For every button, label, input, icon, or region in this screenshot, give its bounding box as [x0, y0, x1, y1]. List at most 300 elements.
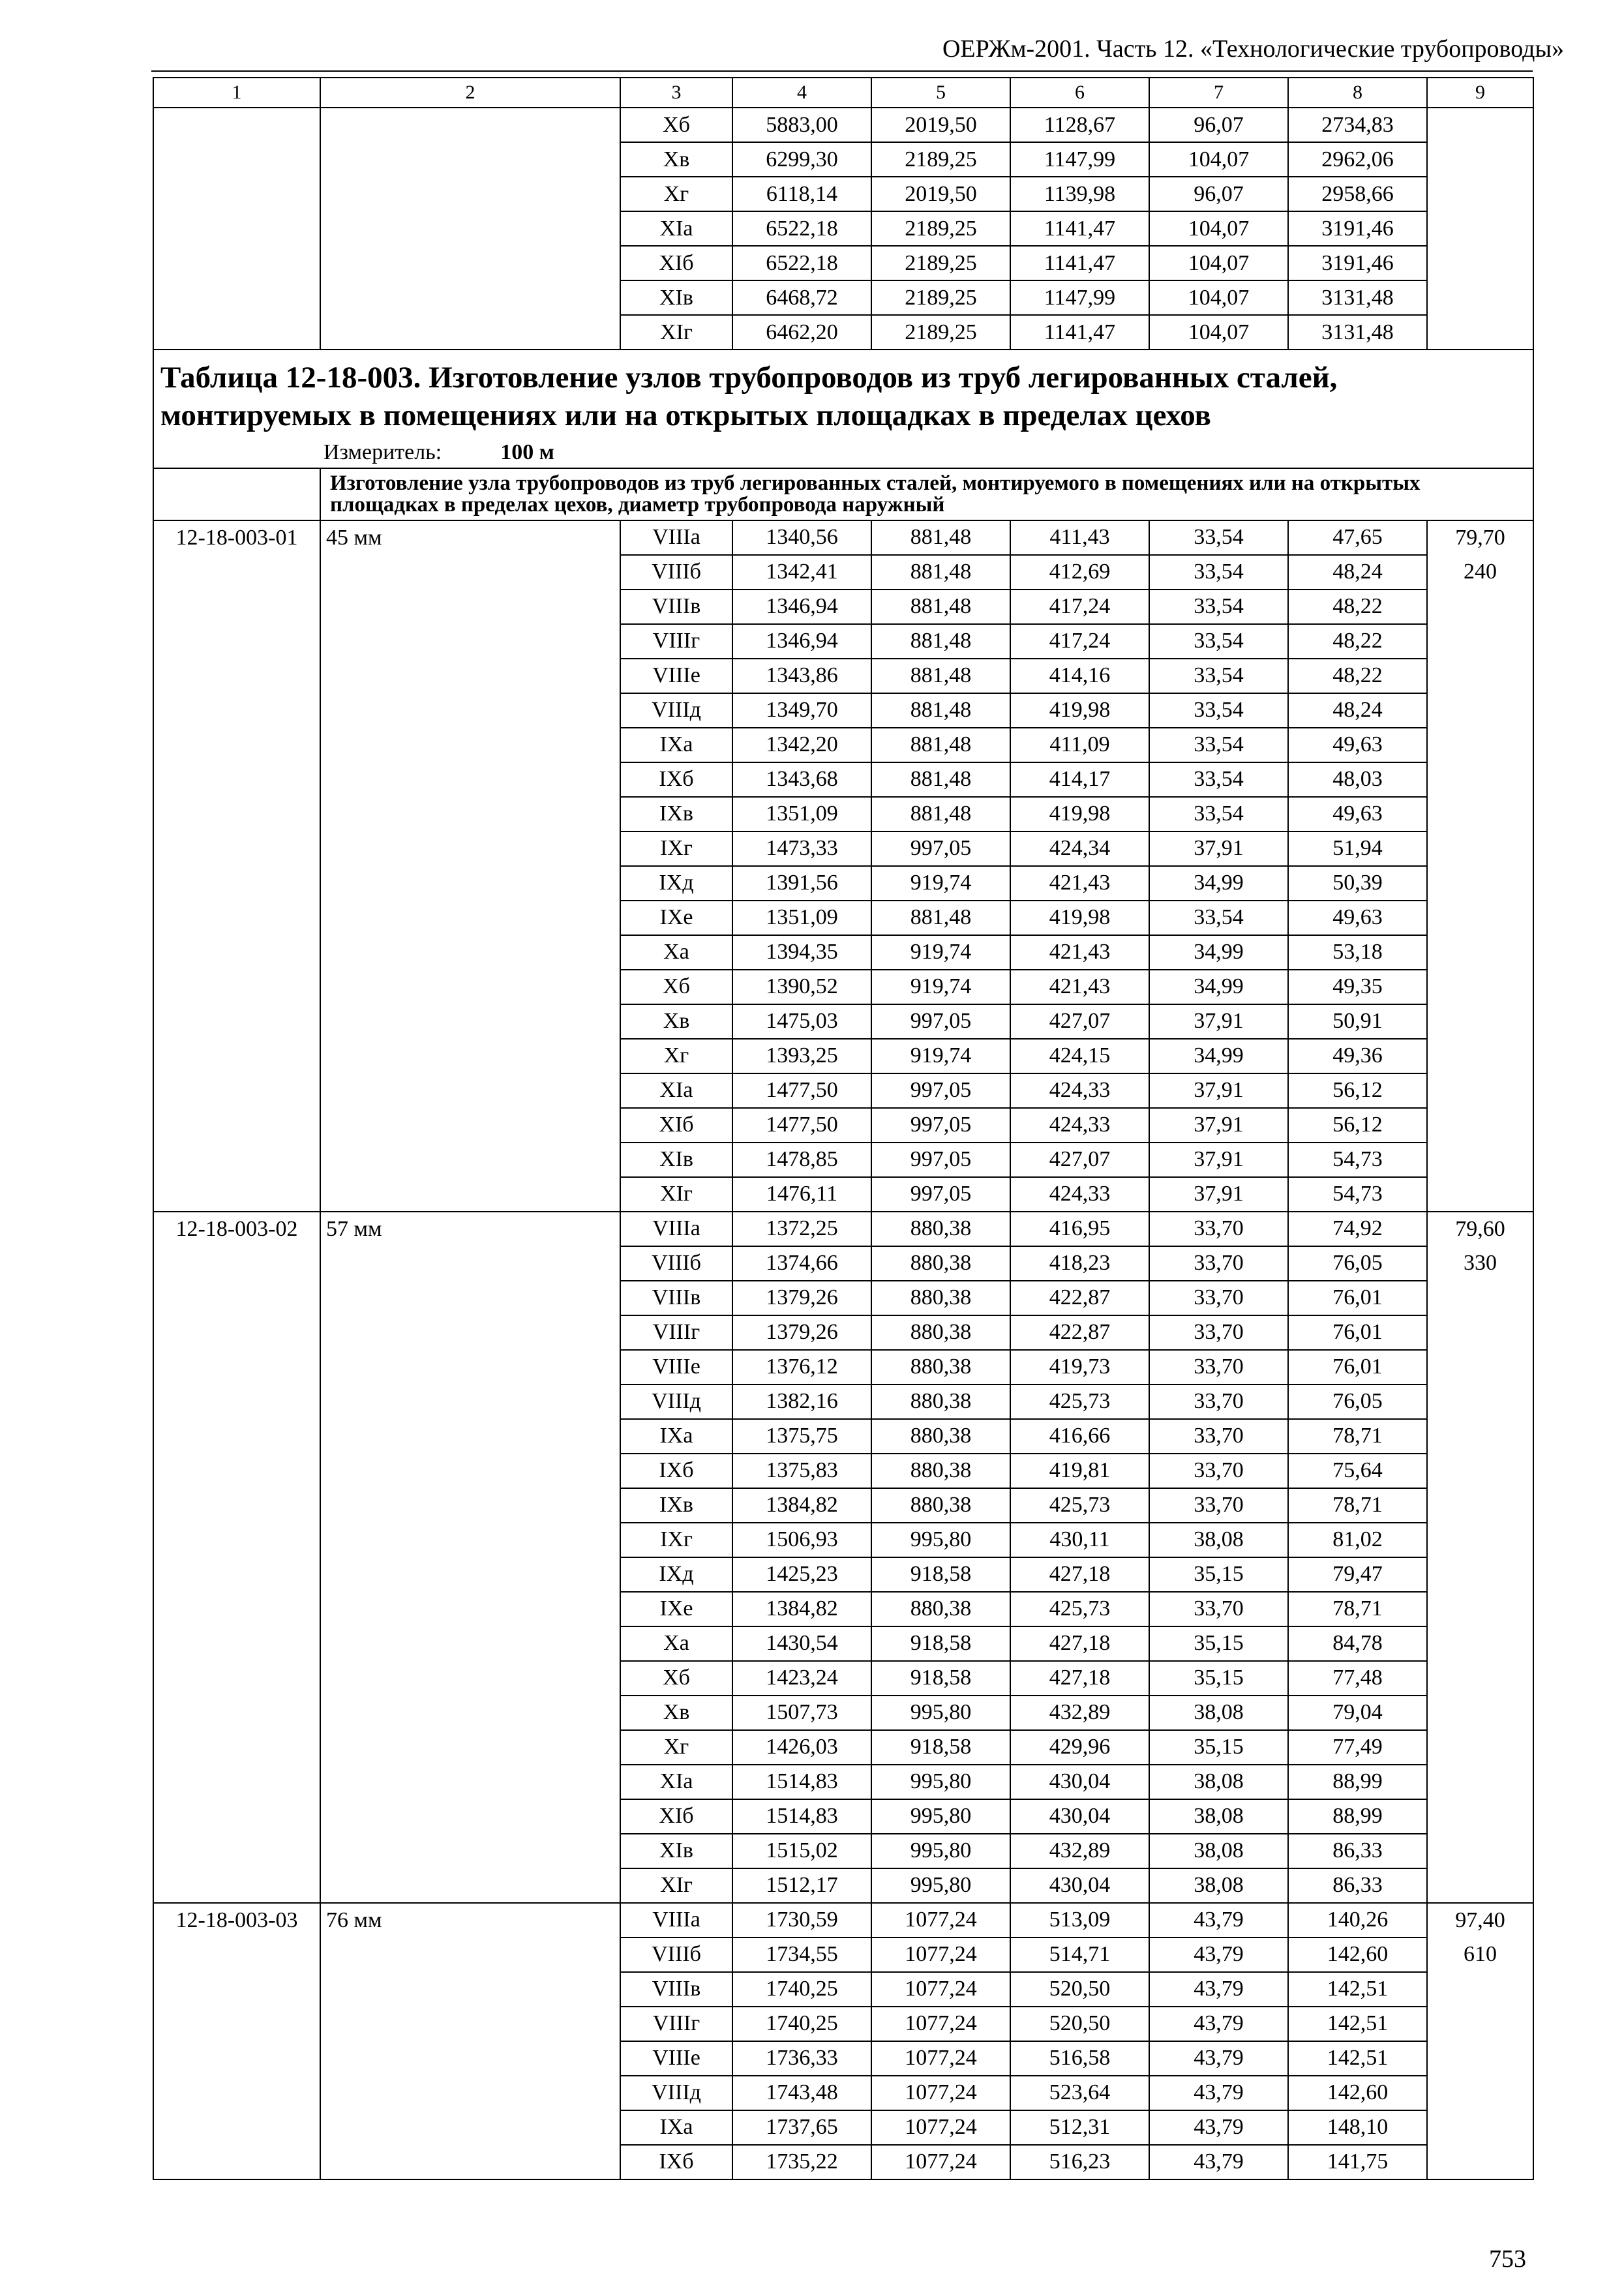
value-cell: 424,33	[1010, 1108, 1149, 1143]
size-cell	[320, 1592, 620, 1626]
value-cell: 516,23	[1010, 2145, 1149, 2179]
value-cell: 880,38	[871, 1419, 1010, 1454]
value-cell: 48,03	[1288, 762, 1427, 797]
code-cell	[153, 659, 320, 693]
value-cell: 33,70	[1149, 1281, 1288, 1315]
table-row	[153, 1177, 1533, 1212]
code-cell	[153, 555, 320, 590]
value-cell: IXв	[620, 1488, 732, 1523]
size-cell	[320, 2041, 620, 2076]
size-cell	[320, 590, 620, 624]
value-cell: 1375,75	[732, 1419, 871, 1454]
table-row	[153, 1523, 1533, 1557]
value-cell: XIв	[620, 1834, 732, 1868]
table-row	[153, 211, 1533, 246]
value-cell: 918,58	[871, 1730, 1010, 1765]
value-cell: 76,01	[1288, 1281, 1427, 1315]
value-cell: 84,78	[1288, 1626, 1427, 1661]
value-cell: 6522,18	[732, 246, 871, 280]
value-cell: 514,71	[1010, 1937, 1149, 1972]
value-cell: 35,15	[1149, 1626, 1288, 1661]
value-cell: XIв	[620, 1143, 732, 1177]
value-cell: 88,99	[1288, 1799, 1427, 1834]
value-cell: 76,01	[1288, 1350, 1427, 1384]
code-cell	[153, 762, 320, 797]
value-cell: 1343,68	[732, 762, 871, 797]
value-cell: 421,43	[1010, 866, 1149, 901]
value-cell: Xг	[620, 177, 732, 211]
table-row	[153, 762, 1533, 797]
value-cell: Xг	[620, 1730, 732, 1765]
value-cell: 418,23	[1010, 1246, 1149, 1281]
table-title-row	[153, 350, 1533, 468]
code-cell	[153, 1799, 320, 1834]
code-cell	[153, 1488, 320, 1523]
value-cell: XIб	[620, 1108, 732, 1143]
rate-cell: 79,70	[1427, 520, 1533, 555]
value-cell: 1346,94	[732, 590, 871, 624]
page-number: 753	[1489, 2245, 1526, 2273]
value-cell: XIб	[620, 1799, 732, 1834]
value-cell: 1382,16	[732, 1384, 871, 1419]
table-row	[153, 1972, 1533, 2007]
value-cell: VIIIд	[620, 693, 732, 728]
value-cell: IXг	[620, 1523, 732, 1557]
code-cell	[153, 1384, 320, 1419]
value-cell: 6522,18	[732, 211, 871, 246]
value-cell: 37,91	[1149, 1073, 1288, 1108]
value-cell: XIа	[620, 1073, 732, 1108]
value-cell: 37,91	[1149, 1177, 1288, 1212]
code-cell	[153, 970, 320, 1004]
value-cell: 1342,41	[732, 555, 871, 590]
value-cell: 56,12	[1288, 1108, 1427, 1143]
value-cell: 1740,25	[732, 2007, 871, 2041]
table-row	[153, 1281, 1533, 1315]
value-cell: 140,26	[1288, 1903, 1427, 1937]
value-cell: 416,95	[1010, 1212, 1149, 1246]
value-cell: 53,18	[1288, 935, 1427, 970]
value-cell: Xа	[620, 935, 732, 970]
table-row	[153, 1661, 1533, 1696]
description-text: Изготовление узла трубопроводов из труб легированных сталей, монтируемого в помещениях или на открытых площадках в пределах цехов, диаметр трубопровода наружный	[320, 468, 1533, 520]
value-cell: 880,38	[871, 1592, 1010, 1626]
value-cell: 880,38	[871, 1384, 1010, 1419]
value-cell: 49,36	[1288, 1039, 1427, 1073]
value-cell: 33,54	[1149, 555, 1288, 590]
value-cell: 2189,25	[871, 315, 1010, 350]
value-cell: 1391,56	[732, 866, 871, 901]
value-cell: XIг	[620, 1177, 732, 1212]
value-cell: 425,73	[1010, 1488, 1149, 1523]
table-row	[153, 1937, 1533, 1972]
value-cell: 427,18	[1010, 1661, 1149, 1696]
value-cell: IXг	[620, 831, 732, 866]
value-cell: 3191,46	[1288, 246, 1427, 280]
value-cell: 33,70	[1149, 1350, 1288, 1384]
value-cell: 1734,55	[732, 1937, 871, 1972]
rate-cell	[1427, 693, 1533, 728]
table-row	[153, 728, 1533, 762]
value-cell: 416,66	[1010, 1419, 1149, 1454]
value-cell: 1340,56	[732, 520, 871, 555]
column-number: 1	[153, 78, 320, 108]
code-cell	[153, 1696, 320, 1730]
size-cell	[320, 831, 620, 866]
column-number: 5	[871, 78, 1010, 108]
size-cell	[320, 246, 620, 280]
value-cell: 104,07	[1149, 211, 1288, 246]
value-cell: 1139,98	[1010, 177, 1149, 211]
table-row	[153, 1108, 1533, 1143]
value-cell: 1425,23	[732, 1557, 871, 1592]
value-cell: 34,99	[1149, 1039, 1288, 1073]
column-number: 9	[1427, 78, 1533, 108]
size-cell	[320, 1488, 620, 1523]
value-cell: 77,48	[1288, 1661, 1427, 1696]
value-cell: 43,79	[1149, 2145, 1288, 2179]
value-cell: IXд	[620, 1557, 732, 1592]
table-row	[153, 1419, 1533, 1454]
rate-cell	[1427, 280, 1533, 315]
value-cell: 1141,47	[1010, 211, 1149, 246]
rate-cell	[1427, 797, 1533, 831]
value-cell: Xа	[620, 1626, 732, 1661]
value-cell: XIа	[620, 211, 732, 246]
rate-cell	[1427, 2145, 1533, 2179]
value-cell: 1475,03	[732, 1004, 871, 1039]
value-cell: 919,74	[871, 935, 1010, 970]
value-cell: 429,96	[1010, 1730, 1149, 1765]
table-row	[153, 901, 1533, 935]
value-cell: 881,48	[871, 762, 1010, 797]
value-cell: 512,31	[1010, 2110, 1149, 2145]
table-row	[153, 177, 1533, 211]
size-cell	[320, 866, 620, 901]
size-cell	[320, 1384, 620, 1419]
value-cell: 104,07	[1149, 142, 1288, 177]
value-cell: 96,07	[1149, 108, 1288, 142]
value-cell: VIIIб	[620, 1937, 732, 1972]
table-row	[153, 2007, 1533, 2041]
value-cell: 37,91	[1149, 1143, 1288, 1177]
value-cell: 37,91	[1149, 1108, 1288, 1143]
code-cell	[153, 2007, 320, 2041]
value-cell: 1477,50	[732, 1073, 871, 1108]
value-cell: 2189,25	[871, 280, 1010, 315]
value-cell: 1077,24	[871, 1937, 1010, 1972]
value-cell: 1743,48	[732, 2076, 871, 2110]
code-cell	[153, 108, 320, 142]
table-row	[153, 2041, 1533, 2076]
value-cell: 5883,00	[732, 108, 871, 142]
rate-cell	[1427, 108, 1533, 142]
table-row	[153, 1073, 1533, 1108]
value-cell: 35,15	[1149, 1661, 1288, 1696]
value-cell: 75,64	[1288, 1454, 1427, 1488]
column-number: 2	[320, 78, 620, 108]
value-cell: 881,48	[871, 520, 1010, 555]
table-row	[153, 315, 1533, 350]
value-cell: VIIIе	[620, 2041, 732, 2076]
value-cell: 918,58	[871, 1557, 1010, 1592]
value-cell: Xв	[620, 1696, 732, 1730]
value-cell: 1379,26	[732, 1281, 871, 1315]
value-cell: 43,79	[1149, 2110, 1288, 2145]
value-cell: 432,89	[1010, 1696, 1149, 1730]
rate-cell	[1427, 2041, 1533, 2076]
value-cell: 33,54	[1149, 520, 1288, 555]
value-cell: 424,33	[1010, 1073, 1149, 1108]
value-cell: 918,58	[871, 1626, 1010, 1661]
value-cell: 33,70	[1149, 1315, 1288, 1350]
code-cell	[153, 1626, 320, 1661]
value-cell: 419,98	[1010, 693, 1149, 728]
rate-cell	[1427, 831, 1533, 866]
table-row	[153, 797, 1533, 831]
size-cell	[320, 693, 620, 728]
value-cell: 1077,24	[871, 1903, 1010, 1937]
code-cell	[153, 866, 320, 901]
value-cell: 1515,02	[732, 1834, 871, 1868]
code-cell	[153, 901, 320, 935]
value-cell: 1737,65	[732, 2110, 871, 2145]
rate-cell	[1427, 1350, 1533, 1384]
value-cell: 33,70	[1149, 1246, 1288, 1281]
value-cell: 33,70	[1149, 1488, 1288, 1523]
code-cell	[153, 1972, 320, 2007]
value-cell: 881,48	[871, 659, 1010, 693]
value-cell: 1147,99	[1010, 142, 1149, 177]
value-cell: 3191,46	[1288, 211, 1427, 246]
table-row	[153, 1143, 1533, 1177]
value-cell: 919,74	[871, 1039, 1010, 1073]
size-cell	[320, 2007, 620, 2041]
size-cell	[320, 1281, 620, 1315]
code-cell	[153, 1868, 320, 1903]
size-cell	[320, 1626, 620, 1661]
rate-cell	[1427, 866, 1533, 901]
code-cell	[153, 1177, 320, 1212]
code-cell	[153, 1523, 320, 1557]
pipe-diameter: 76 мм	[320, 1903, 620, 1937]
value-cell: 34,99	[1149, 866, 1288, 901]
value-cell: 1351,09	[732, 901, 871, 935]
value-cell: 419,98	[1010, 901, 1149, 935]
value-cell: XIг	[620, 1868, 732, 1903]
column-number-row	[153, 78, 1533, 108]
rate-cell	[1427, 1765, 1533, 1799]
value-cell: 880,38	[871, 1454, 1010, 1488]
column-number: 4	[732, 78, 871, 108]
value-cell: 48,22	[1288, 624, 1427, 659]
size-cell	[320, 935, 620, 970]
size-cell	[320, 728, 620, 762]
value-cell: 880,38	[871, 1212, 1010, 1246]
value-cell: 148,10	[1288, 2110, 1427, 2145]
size-cell	[320, 1661, 620, 1696]
value-cell: 2734,83	[1288, 108, 1427, 142]
value-cell: 34,99	[1149, 970, 1288, 1004]
value-cell: VIIIа	[620, 1212, 732, 1246]
size-cell	[320, 1523, 620, 1557]
value-cell: 49,63	[1288, 901, 1427, 935]
code-cell	[153, 728, 320, 762]
measure-line	[323, 441, 1526, 464]
size-cell	[320, 1177, 620, 1212]
value-cell: 427,07	[1010, 1143, 1149, 1177]
value-cell: IXд	[620, 866, 732, 901]
value-cell: 880,38	[871, 1281, 1010, 1315]
value-cell: Xг	[620, 1039, 732, 1073]
value-cell: VIIIб	[620, 555, 732, 590]
value-cell: 995,80	[871, 1523, 1010, 1557]
value-cell: 1473,33	[732, 831, 871, 866]
value-cell: 995,80	[871, 1868, 1010, 1903]
code-cell	[153, 1557, 320, 1592]
value-cell: 78,71	[1288, 1419, 1427, 1454]
value-cell: 421,43	[1010, 935, 1149, 970]
value-cell: XIв	[620, 280, 732, 315]
value-cell: 33,54	[1149, 797, 1288, 831]
rate-cell	[1427, 1177, 1533, 1212]
code-cell	[153, 246, 320, 280]
value-cell: VIIIг	[620, 2007, 732, 2041]
code-cell	[153, 211, 320, 246]
table-row	[153, 1730, 1533, 1765]
rate-cell	[1427, 970, 1533, 1004]
value-cell: 43,79	[1149, 1937, 1288, 1972]
code-cell	[153, 1419, 320, 1454]
code-cell	[153, 315, 320, 350]
value-cell: 6299,30	[732, 142, 871, 177]
value-cell: 33,54	[1149, 590, 1288, 624]
value-cell: 38,08	[1149, 1765, 1288, 1799]
size-cell	[320, 1557, 620, 1592]
table-row	[153, 246, 1533, 280]
value-cell: 419,81	[1010, 1454, 1149, 1488]
value-cell: 995,80	[871, 1834, 1010, 1868]
code-cell	[153, 1108, 320, 1143]
value-cell: 35,15	[1149, 1730, 1288, 1765]
rate-code: 12-18-003-01	[153, 520, 320, 555]
code-cell	[153, 624, 320, 659]
table-title-cell	[153, 350, 1533, 468]
value-cell: 995,80	[871, 1696, 1010, 1730]
value-cell: 1740,25	[732, 1972, 871, 2007]
value-cell: VIIIа	[620, 520, 732, 555]
pipe-diameter: 57 мм	[320, 1212, 620, 1246]
rate-code: 12-18-003-03	[153, 1903, 320, 1937]
value-cell: 1077,24	[871, 2110, 1010, 2145]
rate-cell	[1427, 1108, 1533, 1143]
table-row	[153, 108, 1533, 142]
size-cell	[320, 1937, 620, 1972]
value-cell: 142,60	[1288, 1937, 1427, 1972]
value-cell: 1477,50	[732, 1108, 871, 1143]
value-cell: 1730,59	[732, 1903, 871, 1937]
table-row	[153, 2145, 1533, 2179]
value-cell: 419,73	[1010, 1350, 1149, 1384]
value-cell: 1342,20	[732, 728, 871, 762]
rate-cell	[1427, 2007, 1533, 2041]
value-cell: 432,89	[1010, 1834, 1149, 1868]
size-cell	[320, 1868, 620, 1903]
value-cell: 76,05	[1288, 1384, 1427, 1419]
code-cell	[153, 1937, 320, 1972]
value-cell: 997,05	[871, 1004, 1010, 1039]
value-cell: 141,75	[1288, 2145, 1427, 2179]
table-row	[153, 2076, 1533, 2110]
code-cell	[153, 1765, 320, 1799]
code-cell	[153, 2110, 320, 2145]
value-cell: 417,24	[1010, 590, 1149, 624]
value-cell: 86,33	[1288, 1868, 1427, 1903]
measure-value: 100 м	[500, 440, 554, 464]
table-row	[153, 142, 1533, 177]
value-cell: VIIIд	[620, 2076, 732, 2110]
value-cell: 6462,20	[732, 315, 871, 350]
code-cell	[153, 1073, 320, 1108]
value-cell: 33,70	[1149, 1384, 1288, 1419]
value-cell: 47,65	[1288, 520, 1427, 555]
value-cell: 880,38	[871, 1488, 1010, 1523]
value-cell: 1390,52	[732, 970, 871, 1004]
value-cell: 995,80	[871, 1799, 1010, 1834]
rate-cell	[1427, 211, 1533, 246]
value-cell: 49,35	[1288, 970, 1427, 1004]
value-cell: 1147,99	[1010, 280, 1149, 315]
code-cell	[153, 831, 320, 866]
rate-cell	[1427, 1696, 1533, 1730]
rate-cell	[1427, 1073, 1533, 1108]
value-cell: 425,73	[1010, 1384, 1149, 1419]
code-cell	[153, 797, 320, 831]
table-row	[153, 1454, 1533, 1488]
value-cell: Xб	[620, 970, 732, 1004]
rate-cell	[1427, 1834, 1533, 1868]
code-cell	[153, 1281, 320, 1315]
size-cell	[320, 1696, 620, 1730]
value-cell: 2019,50	[871, 177, 1010, 211]
value-cell: 997,05	[871, 1108, 1010, 1143]
value-cell: VIIIг	[620, 1315, 732, 1350]
size-cell	[320, 1799, 620, 1834]
table-row	[153, 1039, 1533, 1073]
value-cell: Xб	[620, 1661, 732, 1696]
value-cell: 1077,24	[871, 2041, 1010, 2076]
table-row	[153, 590, 1533, 624]
value-cell: 48,22	[1288, 659, 1427, 693]
value-cell: XIа	[620, 1765, 732, 1799]
value-cell: 38,08	[1149, 1696, 1288, 1730]
rate-cell	[1427, 315, 1533, 350]
value-cell: 1077,24	[871, 2145, 1010, 2179]
value-cell: 881,48	[871, 555, 1010, 590]
code-cell	[153, 1834, 320, 1868]
value-cell: IXв	[620, 797, 732, 831]
size-cell	[320, 970, 620, 1004]
size-cell	[320, 1834, 620, 1868]
column-number: 3	[620, 78, 732, 108]
value-cell: 77,49	[1288, 1730, 1427, 1765]
value-cell: 96,07	[1149, 177, 1288, 211]
column-number: 8	[1288, 78, 1427, 108]
value-cell: 1376,12	[732, 1350, 871, 1384]
value-cell: 1343,86	[732, 659, 871, 693]
value-cell: 422,87	[1010, 1281, 1149, 1315]
value-cell: 3131,48	[1288, 280, 1427, 315]
